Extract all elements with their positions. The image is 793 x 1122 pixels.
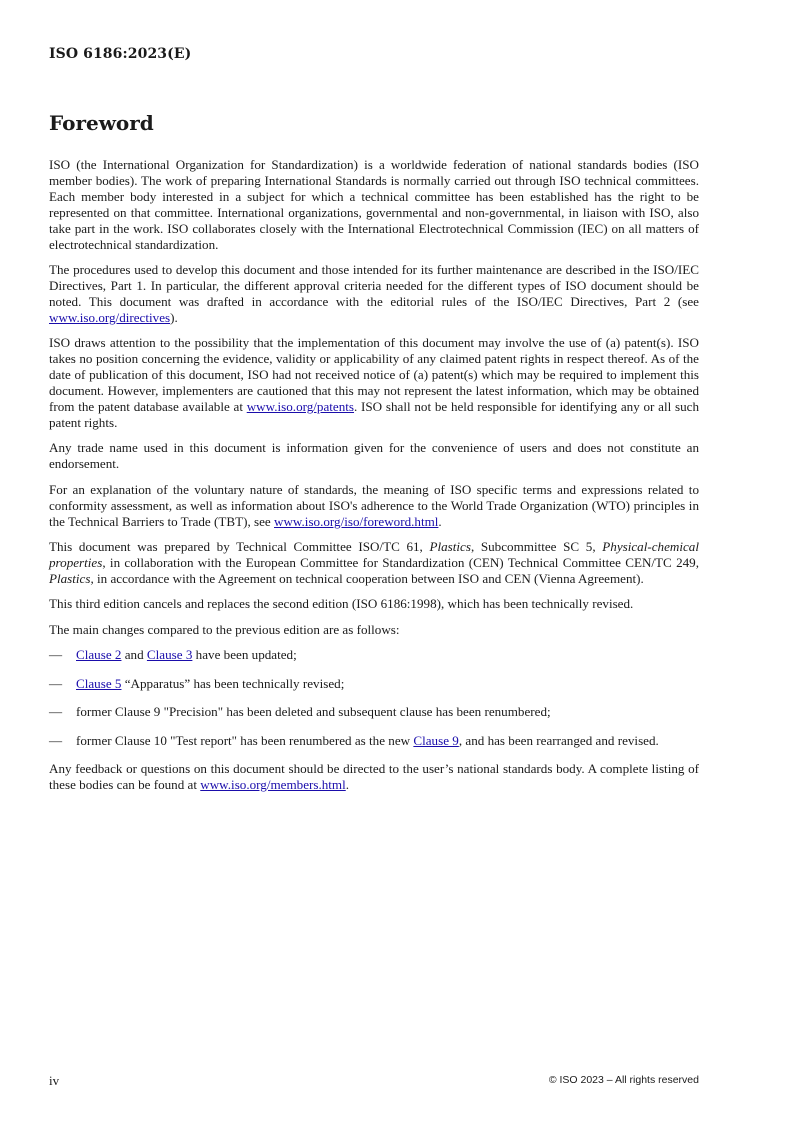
paragraph-trade-name: Any trade name used in this document is information given for the convenience of users and does not constitute an endorsement. [49, 440, 699, 472]
clause-9-link[interactable]: Clause 9 [413, 732, 459, 748]
paragraph-patents: ISO draws attention to the possibility that the implementation of this document may involve the use of (a) patent(s). ISO takes no position concerning the evidence, validity or applicability of any claimed patent rights in respect thereof. As of the date of publication of this document, ISO had not received notice of (a) patent(s) which may be required to implement this document. However, implementers are cautioned that this may not represent the latest information, which may be obtained from the patent database available at www.iso.org/patents. ISO shall not be held responsible for identifying any or all such patent rights. [49, 335, 700, 430]
patents-link[interactable]: www.iso.org/patents [246, 398, 355, 414]
members-link[interactable]: www.iso.org/members.html [200, 776, 346, 792]
paragraph-voluntary-nature: For an explanation of the voluntary nature of standards, the meaning of ISO specific terms and expressions related to conformity assessment, as well as information about ISO's adherence to the World Trade Organization (WTO) principles in the Technical Barriers to Trade (TBT), see www.iso.org/iso/foreword.html. [49, 481, 699, 529]
paragraph-committee: This document was prepared by Technical Committee ISO/TC 61, Plastics, Subcommittee SC 5, Physical-chemical properties, in collaboration with the European Committee for Standardization (CEN) Technical Committee CEN/TC 249, Plastics, in accordance with the Agreement on technical cooperation between ISO and CEN (Vienna Agreement). [49, 539, 699, 586]
list-item: — former Clause 10 "Test report" has been renumbered as the new Clause 9, and has been rearranged and revised. [49, 732, 659, 748]
dash-bullet: — [49, 704, 63, 720]
directives-link[interactable]: www.iso.org/directives [49, 309, 171, 325]
copyright-notice: © ISO 2023 – All rights reserved [548, 1074, 699, 1086]
foreword-body [49, 157, 699, 802]
foreword-info-link[interactable]: www.iso.org/iso/foreword.html [274, 513, 439, 529]
list-item: — Clause 2 and Clause 3 have been updated; [49, 647, 297, 663]
dash-bullet: — [49, 647, 63, 663]
document-id: ISO 6186:2023(E) [49, 46, 192, 62]
clause-3-link[interactable]: Clause 3 [146, 647, 193, 663]
list-item: — Clause 5 “Apparatus” has been technically revised; [49, 675, 345, 691]
page-number: iv [49, 1073, 60, 1088]
list-item: — former Clause 9 "Precision" has been deleted and subsequent clause has been renumbered; [49, 704, 551, 720]
dash-bullet: — [49, 732, 63, 748]
paragraph-edition: This third edition cancels and replaces the second edition (ISO 6186:1998), which has been technically revised. [49, 596, 634, 612]
changes-list [49, 647, 699, 748]
paragraph-iso-intro: ISO (the International Organization for Standardization) is a worldwide federation of national standards bodies (ISO member bodies). The work of preparing International Standards is normally carried out through ISO technical committees. Each member body interested in a subject for which a technical committee has been established has the right to be represented on that committee. International organizations, governmental and non-governmental, in liaison with ISO, also take part in the work. ISO collaborates closely with the International Electrotechnical Commission (IEC) on all matters of electrotechnical standardization. [49, 157, 699, 252]
paragraph-procedures: The procedures used to develop this document and those intended for its further maintenance are described in the ISO/IEC Directives, Part 1. In particular, the different approval criteria needed for the different types of ISO document should be noted. This document was drafted in accordance with the editorial rules of the ISO/IEC Directives, Part 2 (see www.iso.org/directives). [49, 262, 699, 325]
page-title: Foreword [49, 111, 154, 135]
dash-bullet: — [49, 675, 63, 691]
clause-5-link[interactable]: Clause 5 [76, 675, 122, 691]
clause-2-link[interactable]: Clause 2 [76, 647, 122, 663]
paragraph-changes-intro: The main changes compared to the previous edition are as follows: [49, 621, 400, 637]
paragraph-feedback: Any feedback or questions on this document should be directed to the user’s national standards body. A complete listing of these bodies can be found at www.iso.org/members.html. [49, 760, 699, 792]
